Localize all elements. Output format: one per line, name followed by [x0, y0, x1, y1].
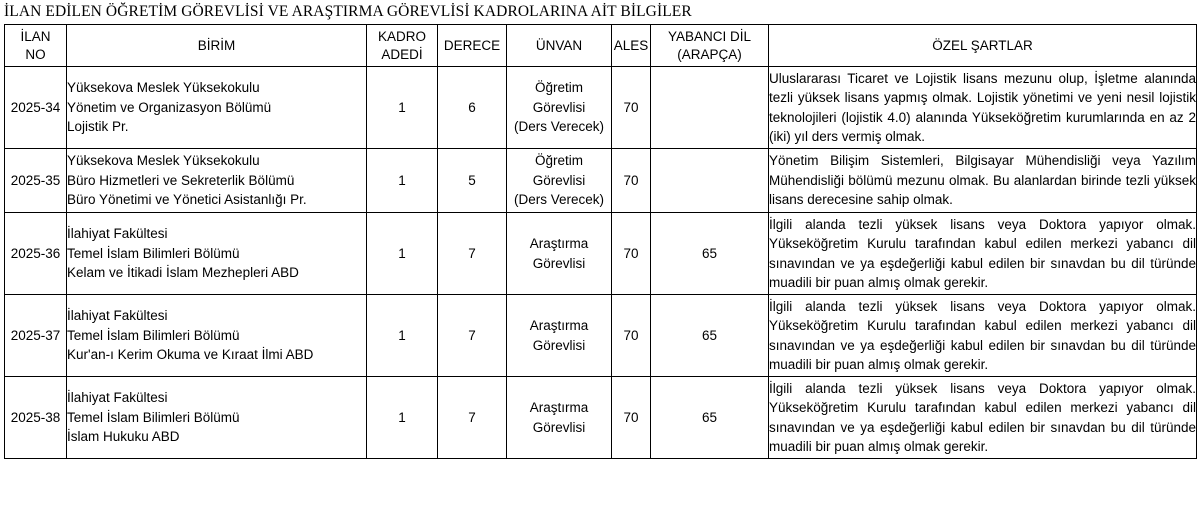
cell-derece: 6	[438, 67, 507, 149]
cell-ales: 70	[612, 67, 651, 149]
header-ilan-no: İLAN NO	[5, 25, 67, 67]
cell-birim: İlahiyat Fakültesi Temel İslam Bilimleri Bölümü Kelam ve İtikadi İslam Mezhepleri ABD	[67, 213, 367, 295]
cell-yabanci-dil	[651, 67, 769, 149]
cell-birim: İlahiyat Fakültesi Temel İslam Bilimleri Bölümü İslam Hukuku ABD	[67, 377, 367, 459]
header-yabanci-dil: YABANCI DİL (ARAPÇA)	[651, 25, 769, 67]
cell-ozel-sartlar: İlgili alanda tezli yüksek lisans veya Doktora yapıyor olmak. Yükseköğretim Kurulu tarafından kabul edilen merkezi yabancı dil sınavından ve ya eşdeğerliği kabul edilen bir sınavdan bu dil türünde muadili bir puan almış olmak gerekir.	[769, 377, 1197, 459]
positions-table	[4, 24, 1197, 459]
cell-ozel-sartlar: İlgili alanda tezli yüksek lisans veya Doktora yapıyor olmak. Yükseköğretim Kurulu tarafından kabul edilen merkezi yabancı dil sınavından ve ya eşdeğerliği kabul edilen bir sınavdan bu dil türünde muadili bir puan almış olmak gerekir.	[769, 295, 1197, 377]
cell-ozel-sartlar: Uluslararası Ticaret ve Lojistik lisans mezunu olup, İşletme alanında tezli yüksek lisans yapmış olmak. Lojistik yönetimi ve yeni nesil lojistik teknolojileri (lojistik 4.0) alanında Yükseköğretim kurumlarında en az 2 (iki) yıl ders vermiş olmak.	[769, 67, 1197, 149]
cell-ilan-no: 2025-37	[5, 295, 67, 377]
cell-unvan: Araştırma Görevlisi	[507, 213, 612, 295]
cell-derece: 7	[438, 213, 507, 295]
cell-derece: 5	[438, 149, 507, 213]
header-kadro-adedi: KADRO ADEDİ	[367, 25, 438, 67]
cell-yabanci-dil	[651, 149, 769, 213]
cell-unvan: Öğretim Görevlisi (Ders Verecek)	[507, 149, 612, 213]
cell-yabanci-dil: 65	[651, 213, 769, 295]
cell-ilan-no: 2025-34	[5, 67, 67, 149]
cell-ozel-sartlar: İlgili alanda tezli yüksek lisans veya Doktora yapıyor olmak. Yükseköğretim Kurulu tarafından kabul edilen merkezi yabancı dil sınavından ve ya eşdeğerliği kabul edilen bir sınavdan bu dil türünde muadili bir puan almış olmak gerekir.	[769, 213, 1197, 295]
cell-kadro-adedi: 1	[367, 377, 438, 459]
cell-ales: 70	[612, 213, 651, 295]
cell-ales: 70	[612, 377, 651, 459]
cell-birim: Yüksekova Meslek Yüksekokulu Yönetim ve Organizasyon Bölümü Lojistik Pr.	[67, 67, 367, 149]
cell-ales: 70	[612, 295, 651, 377]
cell-ozel-sartlar: Yönetim Bilişim Sistemleri, Bilgisayar Mühendisliği veya Yazılım Mühendisliği bölümü mezunu olmak. Bu alanlardan birinde tezli yüksek lisans derecesine sahip olmak.	[769, 149, 1197, 213]
table-row	[5, 295, 1197, 377]
cell-birim: Yüksekova Meslek Yüksekokulu Büro Hizmetleri ve Sekreterlik Bölümü Büro Yönetimi ve Yönetici Asistanlığı Pr.	[67, 149, 367, 213]
unvan-ders-verecek: (Ders Verecek)	[513, 119, 605, 135]
table-row	[5, 213, 1197, 295]
cell-kadro-adedi: 1	[367, 67, 438, 149]
header-derece: DERECE	[438, 25, 507, 67]
header-ozel-sartlar: ÖZEL ŞARTLAR	[769, 25, 1197, 67]
cell-ilan-no: 2025-35	[5, 149, 67, 213]
cell-ilan-no: 2025-36	[5, 213, 67, 295]
cell-unvan: Öğretim Görevlisi (Ders Verecek)	[507, 67, 612, 149]
cell-yabanci-dil: 65	[651, 295, 769, 377]
cell-yabanci-dil: 65	[651, 377, 769, 459]
document-title: İLAN EDİLEN ÖĞRETİM GÖREVLİSİ VE ARAŞTIRMA GÖREVLİSİ KADROLARINA AİT BİLGİLER	[4, 3, 692, 20]
cell-kadro-adedi: 1	[367, 295, 438, 377]
cell-kadro-adedi: 1	[367, 149, 438, 213]
cell-birim: İlahiyat Fakültesi Temel İslam Bilimleri Bölümü Kur'an-ı Kerim Okuma ve Kıraat İlmi ABD	[67, 295, 367, 377]
cell-unvan: Araştırma Görevlisi	[507, 377, 612, 459]
table-row	[5, 377, 1197, 459]
table-header-row	[5, 25, 1197, 67]
cell-unvan: Araştırma Görevlisi	[507, 295, 612, 377]
cell-derece: 7	[438, 295, 507, 377]
cell-ilan-no: 2025-38	[5, 377, 67, 459]
header-ales: ALES	[612, 25, 651, 67]
table-row	[5, 149, 1197, 213]
cell-derece: 7	[438, 377, 507, 459]
cell-kadro-adedi: 1	[367, 213, 438, 295]
header-unvan: ÜNVAN	[507, 25, 612, 67]
cell-ales: 70	[612, 149, 651, 213]
table-row	[5, 67, 1197, 149]
header-birim: BİRİM	[67, 25, 367, 67]
